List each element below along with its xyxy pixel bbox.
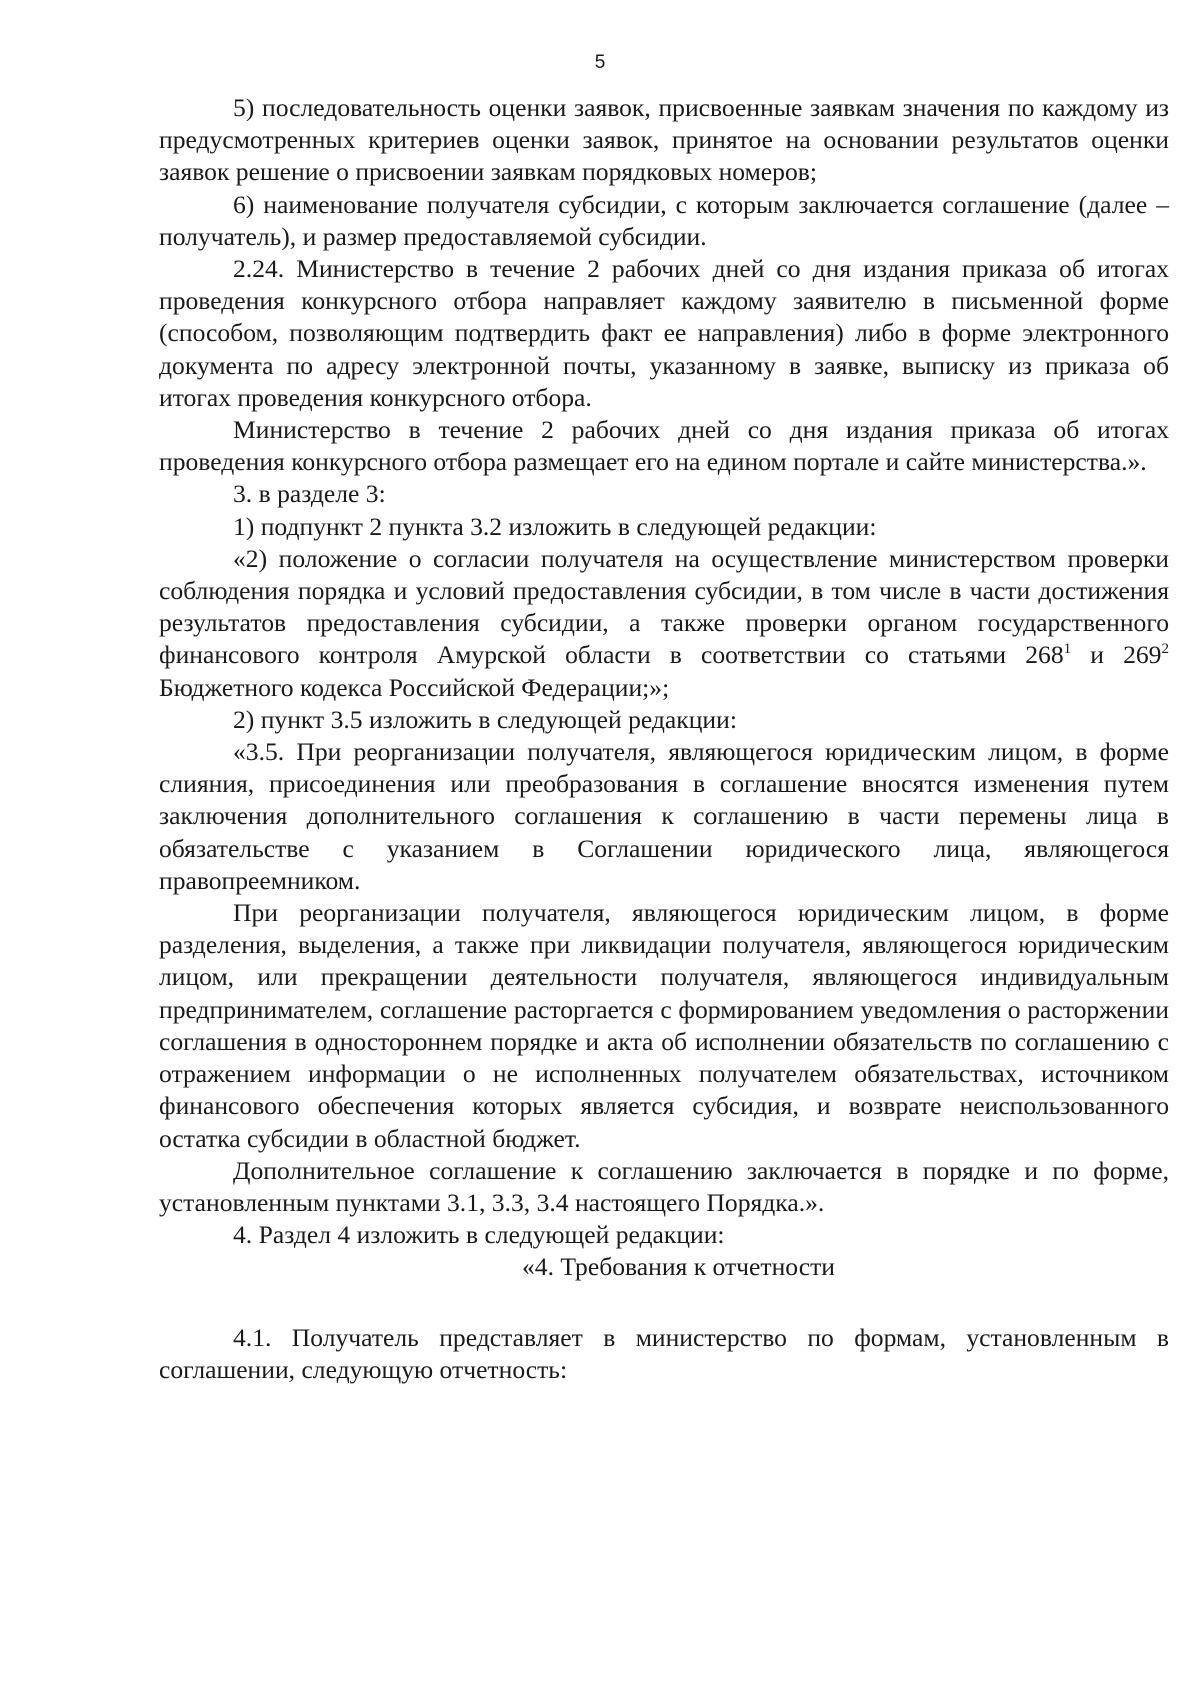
- paragraph: «3.5. При реорганизации получателя, являющегося юридическим лицом, в форме слияния, присоединения или преобразования в соглашение вносятся изменения путем заключения дополнительного соглашения к соглашению в части перемены лица в обязательстве с указанием в Соглашении юридического лица, являющегося правопреемником.: [159, 737, 1169, 895]
- text-run: Бюджетного кодекса Российской Федерации;»;: [159, 672, 670, 702]
- superscript: 2: [1161, 641, 1169, 658]
- text-run: «2) положение о согласии получателя на осуществление министерством проверки соблюдения порядка и условий предоставления субсидии, в том числе в части достижения результатов предоставления субсидии, а также проверки органом государственного финансового контроля Амурской области в соответствии со статьями 268: [159, 543, 1169, 670]
- text-run: и 269: [1071, 640, 1162, 670]
- page-number: 5: [594, 52, 606, 73]
- paragraph: [159, 543, 1169, 704]
- paragraph: 3. в разделе 3:: [233, 479, 386, 509]
- paragraph: 5) последовательность оценки заявок, присвоенные заявкам значения по каждому из предусмотренных критериев оценки заявок, принятое на основании результатов оценки заявок решение о присвоении заявкам порядковых номеров;: [159, 93, 1169, 187]
- paragraph: 2) пункт 3.5 изложить в следующей редакции:: [233, 704, 737, 734]
- paragraph-gap: [159, 1284, 1169, 1322]
- document-body: [159, 92, 1169, 1386]
- paragraph: 1) подпункт 2 пункта 3.2 изложить в следующей редакции:: [233, 511, 877, 541]
- paragraph: Дополнительное соглашение к соглашению заключается в порядке и по форме, установленным пунктами 3.1, 3.3, 3.4 настоящего Порядка.».: [159, 1155, 1169, 1217]
- paragraph: При реорганизации получателя, являющегося юридическим лицом, в форме разделения, выделения, а также при ликвидации получателя, являющегося юридическим лицом, или прекращении деятельности получателя, являющегося индивидуальным предпринимателем, соглашение расторгается с формированием уведомления о расторжении соглашения в одностороннем порядке и акта об исполнении обязательств по соглашению с отражением информации о не исполненных получателем обязательствах, источником финансового обеспечения которых является субсидия, и возврате неиспользованного остатка субсидии в областной бюджет.: [159, 898, 1169, 1153]
- paragraph: Министерство в течение 2 рабочих дней со дня издания приказа об итогах проведения конкурсного отбора размещает его на едином портале и сайте министерства.».: [159, 415, 1169, 477]
- paragraph: 4.1. Получатель представляет в министерство по формам, установленным в соглашении, следующую отчетность:: [159, 1322, 1169, 1384]
- paragraph: 4. Раздел 4 изложить в следующей редакции:: [233, 1220, 725, 1250]
- paragraph: 6) наименование получателя субсидии, с которым заключается соглашение (далее – получатель), и размер предоставляемой субсидии.: [159, 189, 1169, 251]
- paragraph: 2.24. Министерство в течение 2 рабочих дней со дня издания приказа об итогах проведения конкурсного отбора направляет каждому заявителю в письменной форме (способом, позволяющим подтвердить факт ее направления) либо в форме электронного документа по адресу электронной почты, указанному в заявке, выписку из приказа об итогах проведения конкурсного отбора.: [159, 254, 1169, 412]
- section-heading: «4. Требования к отчетности: [522, 1252, 835, 1282]
- superscript: 1: [1063, 641, 1072, 658]
